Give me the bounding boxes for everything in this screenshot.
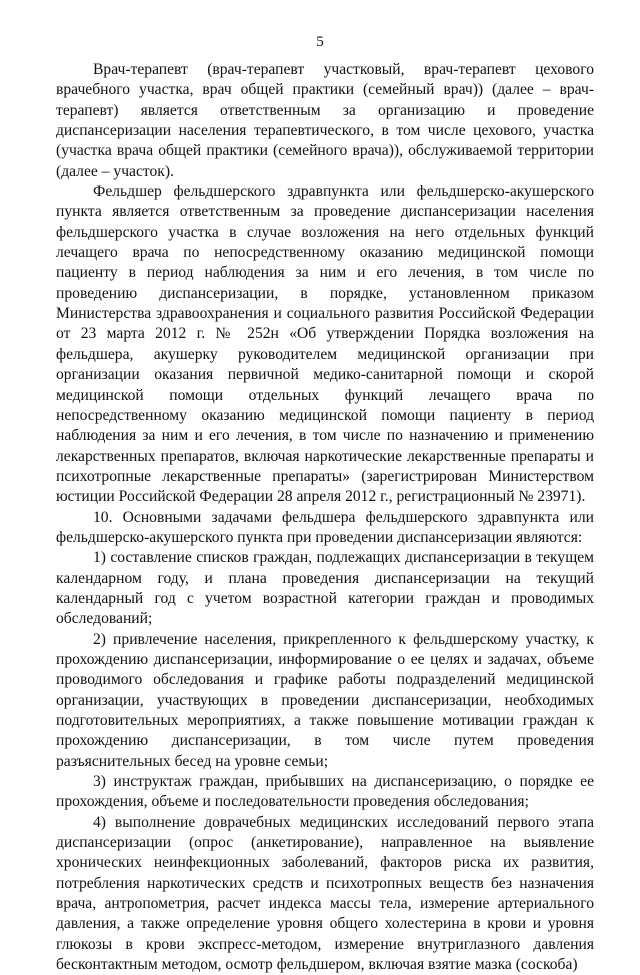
list-item-3: 3) инструктаж граждан, прибывших на диспансеризацию, о порядке ее прохождения, объеме и последовательности проведения обследования; xyxy=(56,773,594,811)
body-text xyxy=(56,60,594,975)
list-item-4: 4) выполнение доврачебных медицинских исследований первого этапа диспансеризации (опрос (анкетирование), направленное на выявление хронических неинфекционных заболеваний, факторов риска их развития, потребления наркотических средств и психотропных веществ без назначения врача, антропометрия, расчет индекса массы тела, измерение артериального давления, а также определение уровня общего холестерина в крови и уровня глюкозы в крови экспресс-методом, измерение внутриглазного давления бесконтактным методом, осмотр фельдшером, включая взятие мазка (соскоба) xyxy=(56,813,594,974)
paragraph-responsible-therapist: Врач-терапевт (врач-терапевт участковый, врач-терапевт цехового врачебного участка, врач общей практики (семейный врач)) (далее – врач-терапевт) является ответственным за организацию и проведение диспансеризации населения терапевтического, в том числе цехового, участка (участка врача общей практики (семейного врача)), обслуживаемой территории (далее – участок). xyxy=(56,61,594,180)
page-number: 5 xyxy=(316,34,324,50)
paragraph-responsible-paramedic: Фельдшер фельдшерского здравпункта или фельдшерско-акушерского пункта является ответственным за проведение диспансеризации населения фельдшерского участка в случае возложения на него отдельных функций лечащего врача по непосредственному оказанию медицинской помощи пациенту в период наблюдения за ним и его лечения, в том числе по проведению диспансеризации, в порядке, установленном приказом Министерства здравоохранения и социального развития Российской Федерации от 23 марта 2012 г. № 252н «Об утверждении Порядка возложения на фельдшера, акушерку руководителем медицинской организации при организации оказания первичной медико-санитарной помощи и скорой медицинской помощи отдельных функций лечащего врача по непосредственному оказанию медицинской помощи пациенту в период наблюдения за ним и его лечения, в том числе по назначению и применению лекарственных препаратов, включая наркотические лекарственные препараты и психотропные лекарственные препараты» (зарегистрирован Министерством юстиции Российской Федерации 28 апреля 2012 г., регистрационный № 23971). xyxy=(56,183,594,506)
list-item-2: 2) привлечение населения, прикрепленного к фельдшерскому участку, к прохождению диспансеризации, информирование о ее целях и задачах, объеме проводимого обследования и графике работы подразделений медицинской организации, участвующих в проведении диспансеризации, необходимых подготовительных мероприятиях, а также повышение мотивации граждан к прохождению диспансеризации, в том числе путем проведения разъяснительных бесед на уровне семьи; xyxy=(56,630,594,770)
list-item-1: 1) составление списков граждан, подлежащих диспансеризации в текущем календарном году, и плана проведения диспансеризации на текущий календарный год с учетом возрастной категории граждан и проводимых обследований; xyxy=(56,549,594,628)
paragraph-section-10-heading: 10. Основными задачами фельдшера фельдшерского здравпункта или фельдшерско-акушерского пункта при проведении диспансеризации являются: xyxy=(56,508,594,546)
